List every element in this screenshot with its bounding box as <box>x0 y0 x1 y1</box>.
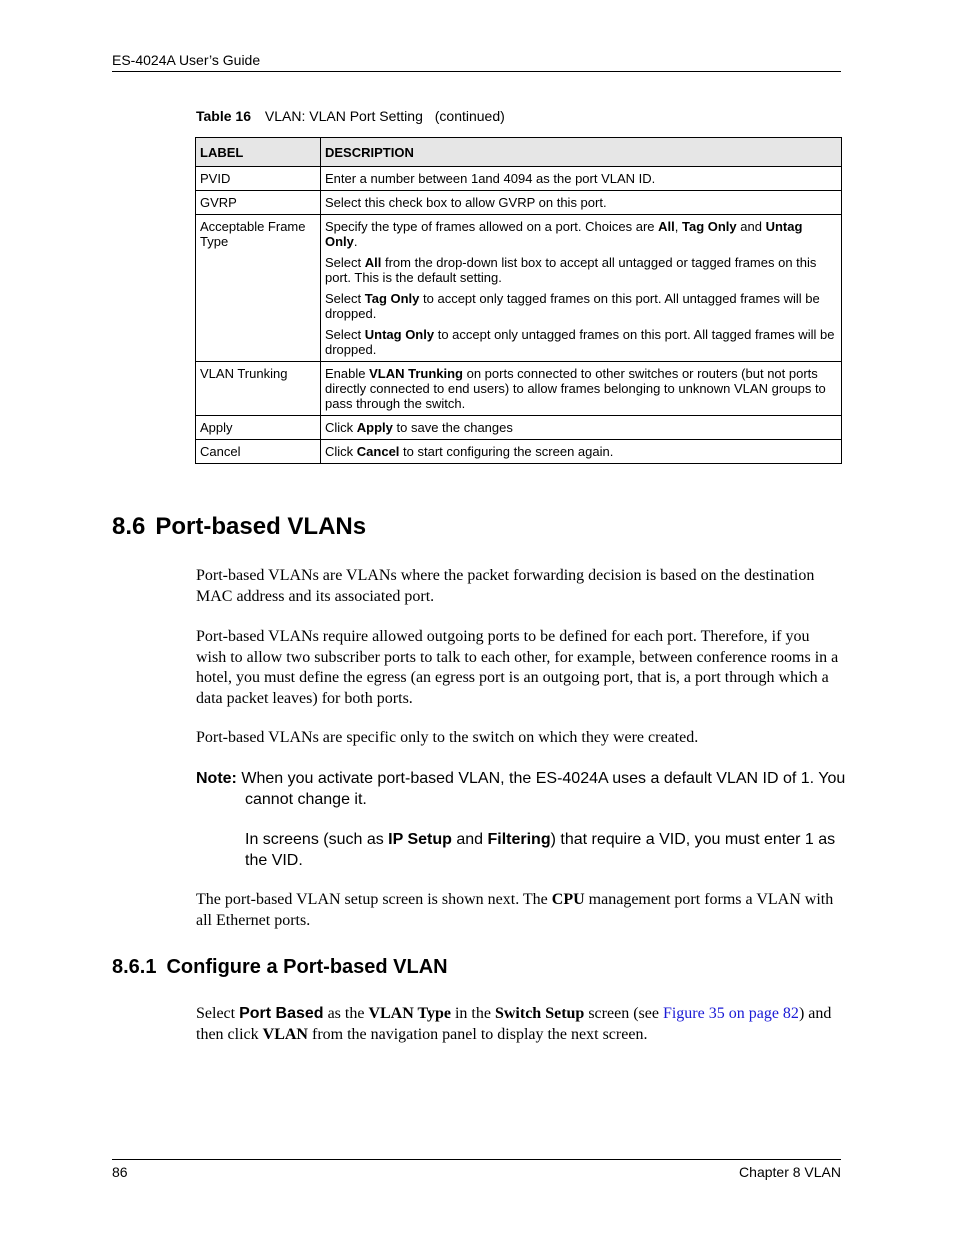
table-row <box>196 440 842 464</box>
table-caption-label: Table 16 <box>196 108 251 124</box>
body-paragraph: Port-based VLANs require allowed outgoing ports to be defined for each port. Therefore, if you wish to allow two subscriber ports to talk to each other, for example, between conference rooms in a hotel, you must define the egress (an egress port is an outgoing port, that is, a port through which a data packet leaves) for both ports. <box>196 628 839 707</box>
row-description: Enter a number between 1and 4094 as the port VLAN ID. <box>321 167 842 191</box>
row-label: Apply <box>196 416 321 440</box>
table-row <box>196 191 842 215</box>
page-footer <box>112 1159 841 1180</box>
page-header <box>112 52 841 72</box>
note-text: When you activate port-based VLAN, the ES-4024A uses a default VLAN ID of 1. You cannot change it. <box>241 770 846 808</box>
vlan-port-setting-table <box>195 137 842 464</box>
table-caption-title: VLAN: VLAN Port Setting <box>264 108 423 124</box>
section-heading <box>112 513 366 541</box>
row-description: Enable VLAN Trunking on ports connected to other switches or routers (but not ports directly connected to end users) to allow frames belonging to unknown VLAN groups to pass through the switch. <box>321 362 842 416</box>
row-label: Cancel <box>196 440 321 464</box>
row-description <box>321 215 842 362</box>
figure-link[interactable]: Figure 35 on page 82 <box>662 1005 799 1022</box>
body-paragraph: Port-based VLANs are specific only to the switch on which they were created. <box>196 729 699 746</box>
note-label: Note: <box>196 770 237 787</box>
subsection-title: Configure a Port-based VLAN <box>166 956 448 978</box>
description-paragraph: Select All from the drop-down list box to accept all untagged or tagged frames on this port. This is the default setting. <box>325 255 817 285</box>
table-row <box>196 167 842 191</box>
table-caption-suffix: (continued) <box>434 108 505 124</box>
description-paragraph: Select Untag Only to accept only untagged frames on this port. All tagged frames will be dropped. <box>325 327 835 357</box>
row-label: PVID <box>196 167 321 191</box>
subsection-number: 8.6.1 <box>112 956 157 978</box>
description-paragraph: Specify the type of frames allowed on a port. Choices are All, Tag Only and Untag Only. <box>325 219 803 249</box>
column-header-label: LABEL <box>196 138 321 167</box>
body-paragraph: Select Port Based as the VLAN Type in the Switch Setup screen (see Figure 35 on page 82) and then click VLAN from the navigation panel to display the next screen. <box>196 1005 832 1043</box>
table-row <box>196 362 842 416</box>
page-number: 86 <box>112 1164 128 1180</box>
row-label: VLAN Trunking <box>196 362 321 416</box>
row-description: Select this check box to allow GVRP on this port. <box>321 191 842 215</box>
row-label: Acceptable Frame Type <box>196 215 321 362</box>
row-description: Click Apply to save the changes <box>321 416 842 440</box>
table-row <box>196 416 842 440</box>
note-block <box>196 769 891 810</box>
body-paragraph: Port-based VLANs are VLANs where the packet forwarding decision is based on the destination MAC address and its associated port. <box>196 567 815 605</box>
subsection-heading <box>112 956 448 979</box>
column-header-description: DESCRIPTION <box>321 138 842 167</box>
chapter-title: Chapter 8 VLAN <box>739 1164 841 1180</box>
section-number: 8.6 <box>112 513 146 540</box>
note-text-2: In screens (such as IP Setup and Filtering) that require a VID, you must enter 1 as the VID. <box>245 831 836 869</box>
header-title: ES-4024A User’s Guide <box>112 52 261 68</box>
description-paragraph: Select Tag Only to accept only tagged frames on this port. All untagged frames will be dropped. <box>325 291 820 321</box>
row-label: GVRP <box>196 191 321 215</box>
table-row <box>196 215 842 362</box>
table-caption <box>196 108 505 124</box>
table-header-row <box>196 138 842 167</box>
row-description: Click Cancel to start configuring the screen again. <box>321 440 842 464</box>
section-title: Port-based VLANs <box>155 513 367 540</box>
body-paragraph: The port-based VLAN setup screen is shown next. The CPU management port forms a VLAN with all Ethernet ports. <box>196 891 834 929</box>
